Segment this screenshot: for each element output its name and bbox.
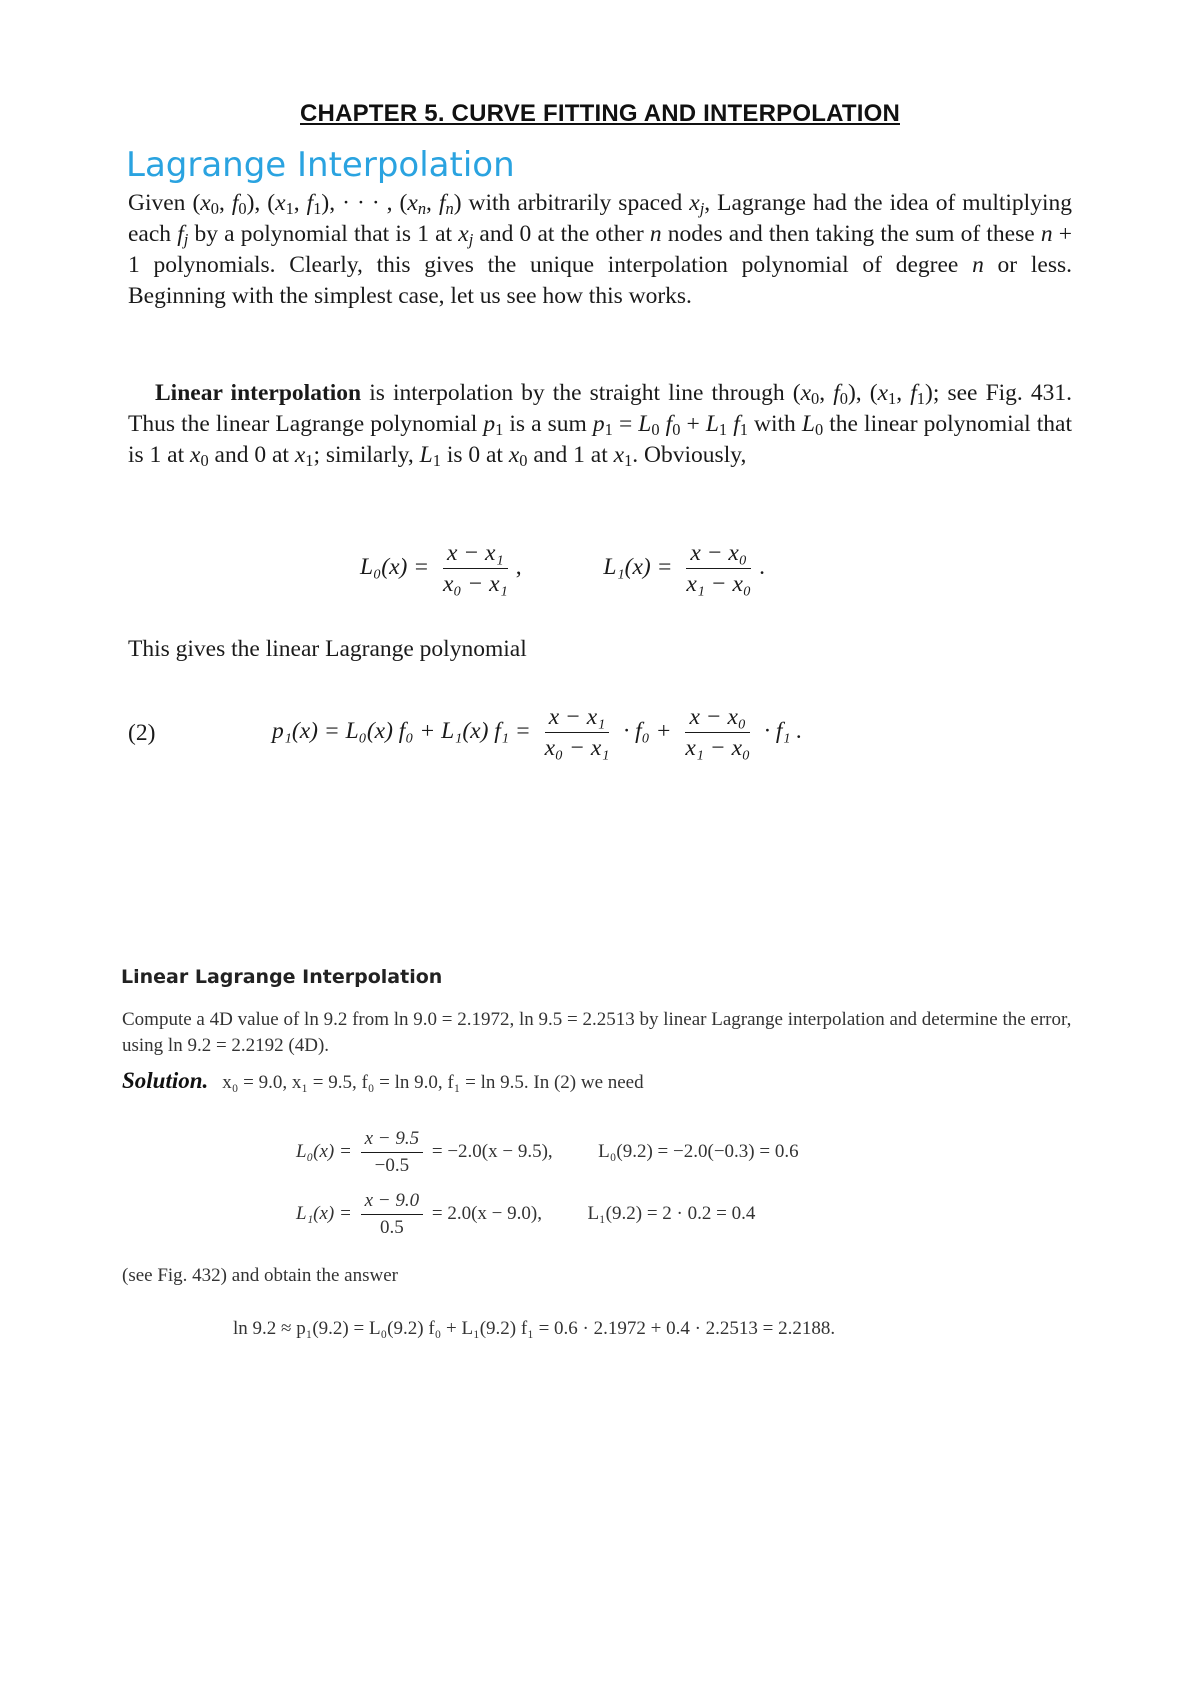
example-problem: Compute a 4D value of ln 9.2 from ln 9.0 = 2.1972, ln 9.5 = 2.2513 by linear Lagrange interpolation and determine the error, using ln 9.2 = 2.2192 (4D). [122, 1009, 1072, 1056]
example-equation-2: L₁(x) = $\frac{x - 9.0}{0.5}$ = 2.0(x − 9.0), L₁(9.2) = 2 · 0.2 = 0.4 [296, 1190, 756, 1238]
intro-paragraph: Given ($x_0$, $f_0$), ($x_1$, $f_1$), · · · , ($x_n$, $f_n$) with arbitrarily spaced $x_j$, Lagrange had the idea of multiplying each $f_j$ by a polynomial that is 1 at $x_j$ and 0 at the other n nodes and then taking the sum of these n + 1 polynomials. Clearly, this gives the unique interpolation polynomial of degree n or less. Beginning with the simplest case, let us see how this works. [128, 190, 1072, 309]
equation-number: (2) [128, 720, 156, 746]
solution-line: Solution. x₀ = 9.0, x₁ = 9.5, f₀ = ln 9.0, f₁ = ln 9.5. In (2) we need [122, 1068, 644, 1093]
answer-equation: ln 9.2 ≈ p₁(9.2) = L₀(9.2) f₀ + L₁(9.2) f₁ = 0.6 · 2.1972 + 0.4 · 2.2513 = 2.2188. [233, 1318, 836, 1339]
solution-label: Solution. [122, 1068, 209, 1093]
equation-2: p₁(x) = L₀(x) f₀ + L₁(x) f₁ = $\frac{\text{x − x₁}}{\text{x₀ − x₁}}$ · f₀ + $\frac{\text{x − x₀}}{\text{x₁ − x₀}}$ · f₁ . [272, 704, 803, 761]
l1-fraction: $\frac{\text{x − x₀}}{\text{x₁ − x₀}}$ [686, 540, 752, 597]
example-equation-1: L₀(x) = $\frac{x - 9.5}{-0.5}$ = −2.0(x − 9.5), L₀(9.2) = −2.0(−0.3) = 0.6 [296, 1128, 799, 1176]
equation-2-fraction-2: $\frac{\text{x − x₀}}{\text{x₁ − x₀}}$ [685, 704, 751, 761]
linear-interpolation-paragraph: Linear interpolation is interpolation by the straight line through ($x_0$, $f_0$), ($x_1$, $f_1$); see Fig. 431. Thus the linear Lagrange polynomial $p_1$ is a sum $p_1 = L_0$ $f_0 + L_1$ $f_1$ with $L_0$ the linear polynomial that is 1 at $x_0$ and 0 at $x_1$; similarly, $L_1$ is 0 at $x_0$ and 1 at $x_1$. Obviously, [128, 380, 1073, 471]
equation-2-fraction-1: $\frac{\text{x − x₁}}{\text{x₀ − x₁}}$ [544, 704, 610, 761]
basis-equations: L₀(x) = $\frac{\text{x − x₁}}{\text{x₀ − x₁}}$ , L₁(x) = $\frac{\text{x − x₀}}{\text{x₁ − x₀}}$ . [360, 540, 765, 597]
gives-text: This gives the linear Lagrange polynomial [128, 636, 527, 662]
see-fig-text: (see Fig. 432) and obtain the answer [122, 1265, 398, 1286]
l0-fraction: $\frac{\text{x − x₁}}{\text{x₀ − x₁}}$ [442, 540, 508, 597]
section-heading: Lagrange Interpolation [126, 145, 515, 185]
chapter-title: CHAPTER 5. CURVE FITTING AND INTERPOLATION [300, 100, 900, 127]
example-heading: Linear Lagrange Interpolation [121, 966, 443, 988]
